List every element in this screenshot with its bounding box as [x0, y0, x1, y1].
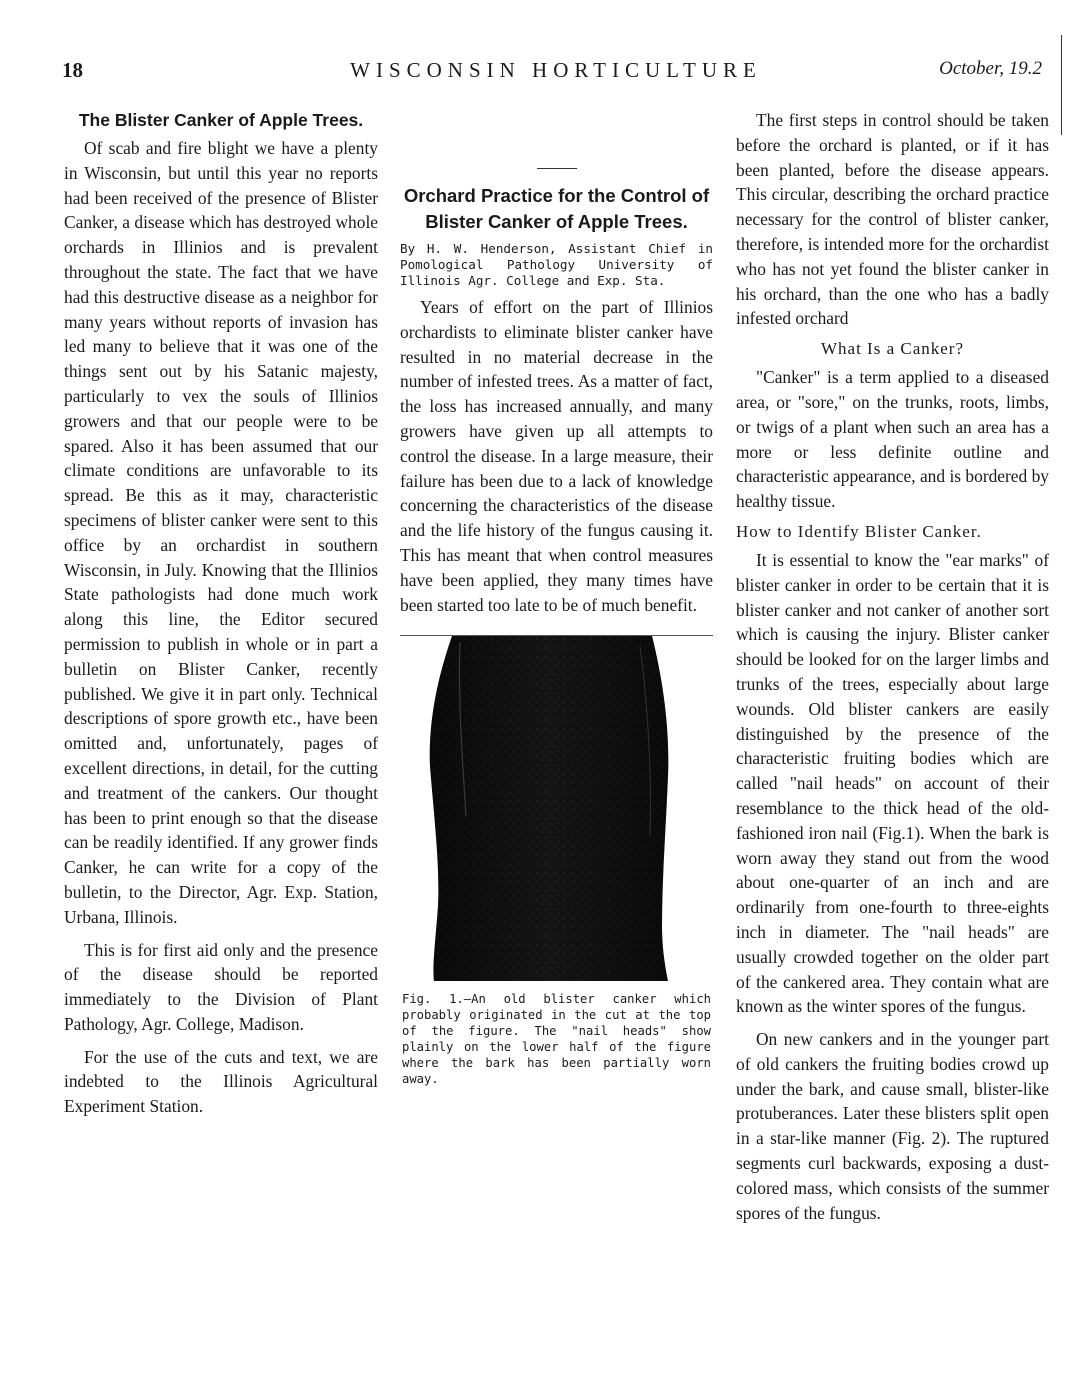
identify-paragraph-1: It is essential to know the "ear marks" of blister canker in order to be certain that it is blister canker and not canker of another sort which is causing the injury. Blister canker should be looked for on the larger limbs and trunks of the trees, especially about large wounds. Old blister cankers are easily distinguished by the presence of the characteristic fruiting bodies which are called "nail heads" on account of their resemblance to the thick head of the old-fashioned iron nail (Fig.1). When the bark is worn away they stand out from the wood about one-quarter of an inch and are ordinarily from one-fourth to three-eights inch in diameter. The "nail heads" are usually crowded together on the older part of the cankered area. They contain what are known as the winter spores of the fungus. [736, 549, 1049, 1017]
first-steps-paragraph: The first steps in control should be taken before the orchard is planted, or if it has been planted, before the disease appears. This circular, describing the orchard practice necessary for the control of blister canker, therefore, is intended more for the orchardist who has not yet found the blister canker in his orchard, than the one who has a badly infested orchard [736, 110, 1049, 329]
column-1 [64, 108, 378, 1119]
issue-date: October, 19.2 [939, 58, 1042, 79]
section-heading-what-is-canker: What Is a Canker? [820, 339, 965, 359]
article1-paragraph-3: For the use of the cuts and text, we are indebted to the Illinois Agricultural Experiment Station. [64, 1046, 378, 1117]
publication-title: WISCONSIN HORTICULTURE [350, 58, 762, 82]
article2-intro: Years of effort on the part of Illinios orchardists to eliminate blister canker have resulted in no material decrease in the number of infested trees. As a matter of fact, the loss has increased annually, and many growers have given up all attempts to control the disease. In a large measure, their failure has been due to a lack of knowledge concerning the characteristics of the disease and the life history of the fungus causing it. This has meant that when control measures have been applied, they many times have been started too late to be of much benefit. [400, 297, 713, 615]
what-is-canker-paragraph: "Canker" is a term applied to a diseased area, or "sore," on the trunks, roots, limbs, or twigs of a plant when such an area has a more or less definite outline and characteristic appearance, and is bordered by healthy tissue. [736, 367, 1049, 512]
article-title-orchard-practice: Orchard Practice for the Control of Blister Canker of Apple Trees. [403, 185, 710, 232]
section-heading-identify: How to Identify Blister Canker. [736, 521, 982, 541]
page-edge-line [1061, 35, 1062, 135]
figure-1 [400, 635, 713, 1087]
page-number: 18 [62, 58, 83, 82]
section-divider [537, 168, 577, 169]
column-3 [736, 108, 1049, 1225]
article1-paragraph-2: This is for first aid only and the presence of the disease should be reported immediately to the Division of Plant Pathology, Agr. College, Madison. [64, 939, 378, 1034]
article-title-blister-canker: The Blister Canker of Apple Trees. [78, 110, 364, 130]
article1-paragraph-1: Of scab and fire blight we have a plenty in Wisconsin, but until this year no reports had been received of the presence of Blister Canker, a disease which has destroyed whole orchards in Illinios and is prevalent throughout the state. The fact that we have had this destructive disease as a neighbor for many years without reports of invasion has led many to believe that it was one of the things sent out by his Satanic majesty, particularly to vex the souls of Illinios growers and that our people were to be spared. Also it has been assumed that our climate conditions are unfavorable to its spread. Be this as it may, characteristic specimens of blister canker were sent to this office by an orchardist in southern Wisconsin, in July. Knowing that the Illinios State pathologists had done much work along this line, the Editor secured permission to publish in whole or in part a bulletin on Blister Canker, recently published. We give it in part only. Technical descriptions of spore growth etc., have been omitted and, unfortunately, pages of excellent directions, in detail, for the cutting and treatment of the cankers. Our thought has been to print enough so that the disease can be readily identified. If any grower finds Canker, he can write for a copy of the bulletin, to the Director, Agr. Exp. Station, Urbana, Illinois. [64, 138, 378, 927]
identify-paragraph-2: On new cankers and in the younger part of old cankers the fruiting bodies crowd up under the bark, and cause small, blister-like protuberances. Later these blisters split open in a star-like manner (Fig. 2). The ruptured segments curl backwards, exposing a dust-colored mass, which consists of the summer spores of the fungus. [736, 1029, 1049, 1223]
column-2 [400, 108, 713, 1109]
canker-photo [400, 635, 713, 981]
figure-1-caption: Fig. 1.—An old blister canker which probably originated in the cut at the top of the figure. The "nail heads" show plainly on the lower half of the figure where the bark has been partially worn away. [402, 992, 711, 1087]
author-byline: By H. W. Henderson, Assistant Chief in Pomological Pathology University of Illinois Agr. College and Exp. Sta. [400, 241, 713, 288]
page-header [62, 58, 1050, 88]
